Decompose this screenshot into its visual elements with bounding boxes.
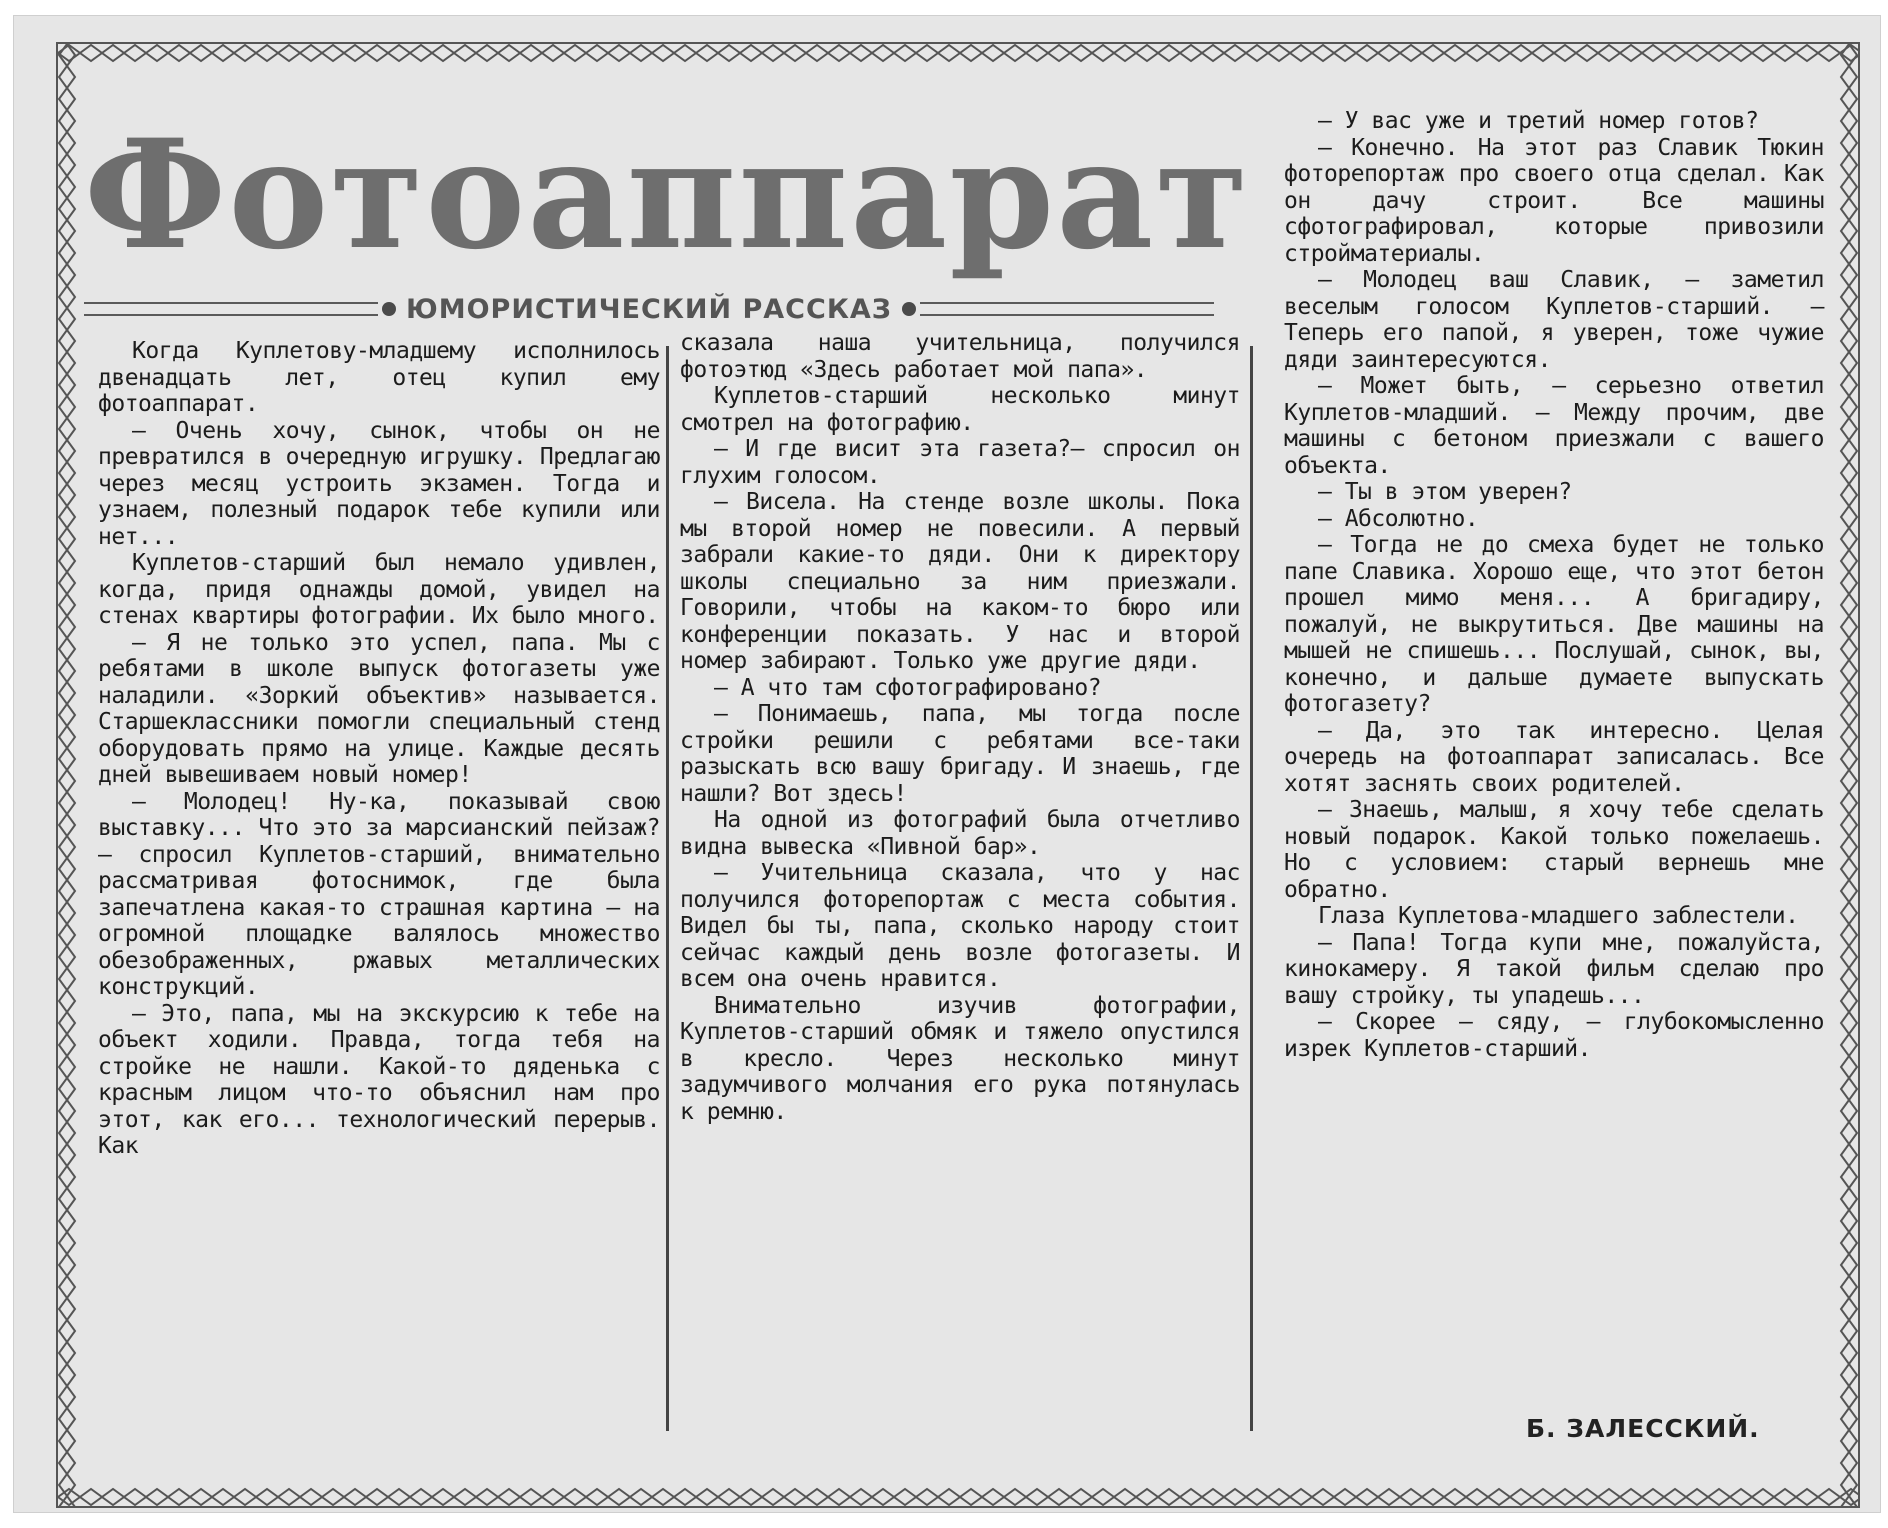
headline [84, 107, 1251, 283]
article-column-1 [98, 338, 660, 1160]
zigzag-border-bottom [58, 1486, 1858, 1508]
paragraph: — Абсолютно. [1318, 505, 1479, 532]
zigzag-border-top [58, 42, 1858, 64]
paragraph: — Висела. На стенде возле школы. Пока мы второй номер не повесили. А первый забрали какие-то дяди. Они к директору школы специально за ним приезжали. Говорили, чтобы на каком-то бюро или конференции показать. У нас и второй номер забирают. Только уже другие дяди. [680, 489, 1240, 674]
paragraph: — Ты в этом уверен? [1318, 479, 1572, 505]
paragraph: сказала наша учительница, получился фотоэтюд «Здесь работает мой папа». [680, 330, 1240, 383]
paragraph: Глаза Куплетова-младшего заблестели. [1318, 903, 1799, 929]
paragraph: — Я не только это успел, папа. Мы с ребятами в школе выпуск фотогазеты уже наладили. «Зоркий объектив» называется. Старшеклассники помогли специальный стенд оборудовать прямо на улице. Каждые десять дней вывешиваем новый номер! [98, 629, 660, 788]
column-divider [666, 346, 669, 1431]
paragraph: — Папа! Тогда купи мне, пожалуйста, кинокамеру. Я такой фильм сделаю про вашу стройку, ты упадешь... [1284, 929, 1824, 1009]
subheadline-rule [84, 293, 1214, 325]
zigzag-border-right [1838, 44, 1860, 1506]
paragraph: — У вас уже и третий номер готов? [1318, 108, 1759, 134]
paragraph: — Понимаешь, папа, мы тогда после стройки решили с ребятами все-таки разыскать всю вашу бригаду. И знаешь, где нашли? Вот здесь! [680, 701, 1240, 807]
paragraph: Куплетов-старший был немало удивлен, когда, придя однажды домой, увидел на стенах квартиры фотографии. Их было много. [98, 550, 660, 629]
column-divider [1250, 346, 1253, 1431]
paragraph: — И где висит эта газета?— спросил он глухим голосом. [680, 436, 1240, 489]
paragraph: — Это, папа, мы на экскурсию к тебе на объект ходили. Правда, тогда тебя на стройке не нашли. Какой-то дяденька с красным лицом что-то объяснил нам про этот, как его... технологический перерыв. Как [98, 1000, 660, 1159]
paragraph: На одной из фотографий была отчетливо видна вывеска «Пивной бар». [680, 807, 1240, 860]
paragraph: — Молодец! Ну-ка, показывай свою выставку... Что это за марсианский пейзаж? — спросил Куплетов-старший, внимательно рассматривая фотоснимок, где была запечатлена какая-то страшная картина — на огромной площадке валялось множество обезображенных, ржавых металлических конструкций. [98, 788, 660, 1000]
zigzag-border-left [56, 44, 78, 1506]
subheadline: ЮМОРИСТИЧЕСКИЙ РАССКАЗ [406, 293, 892, 325]
paragraph: — Скорее — сяду, — глубокомысленно изрек Куплетов-старший. [1284, 1009, 1824, 1062]
paragraph: Куплетов-старший несколько минут смотрел на фотографию. [680, 383, 1240, 436]
paragraph: Внимательно изучив фотографии, Куплетов-старший обмяк и тяжело опустился в кресло. Через несколько минут задумчивого молчания его рука потянулась к ремню. [680, 992, 1240, 1125]
rule-dot-right [902, 302, 916, 316]
paragraph: — Учительница сказала, что у нас получился фоторепортаж с места события. Видел бы ты, папа, сколько народу стоит сейчас каждый день возле фотогазеты. И всем она очень нравится. [680, 860, 1240, 992]
article-column-2 [680, 330, 1240, 1125]
headline-text: Фотоаппарат [84, 107, 1251, 283]
paragraph: — Знаешь, малыш, я хочу тебе сделать новый подарок. Какой только пожелаешь. Но с условием: старый вернешь мне обратно. [1284, 797, 1824, 903]
paragraph: — Может быть, — серьезно ответил Куплетов-младший. — Между прочим, две машины с бетоном приезжали с вашего объекта. [1284, 373, 1824, 479]
rule-dot-left [382, 302, 396, 316]
paragraph: — Очень хочу, сынок, чтобы он не превратился в очередную игрушку. Предлагаю через месяц устроить экзамен. Тогда и узнаем, полезный подарок тебе купили или нет... [98, 417, 660, 550]
author-signature: Б. ЗАЛЕССКИЙ. [1526, 1414, 1760, 1443]
paragraph: — Тогда не до смеха будет не только папе Славика. Хорошо еще, что этот бетон прошел мимо меня... А бригадиру, пожалуй, не выкрутиться. Две машины на мышей не спишешь... Послушай, сынок, вы, конечно, и дальше думаете выпускать фотогазету? [1284, 532, 1824, 717]
rule-line-right [920, 302, 1214, 316]
paragraph: — Молодец ваш Славик, — заметил веселым голосом Куплетов-старший. — Теперь его папой, я уверен, тоже чужие дяди заинтересуются. [1284, 267, 1824, 373]
newspaper-clipping [14, 16, 1880, 1512]
paragraph: — Да, это так интересно. Целая очередь на фотоаппарат записалась. Все хотят заснять своих родителей. [1284, 717, 1824, 797]
article-column-3 [1284, 108, 1824, 1062]
rule-line-left [84, 302, 378, 316]
paragraph: — Конечно. На этот раз Славик Тюкин фоторепортаж про своего отца сделал. Как он дачу строит. Все машины сфотографировал, которые привозили стройматериалы. [1284, 134, 1824, 267]
paragraph: — А что там сфотографировано? [714, 674, 1102, 701]
paragraph: Когда Куплетову-младшему исполнилось двенадцать лет, отец купил ему фотоаппарат. [98, 338, 660, 417]
